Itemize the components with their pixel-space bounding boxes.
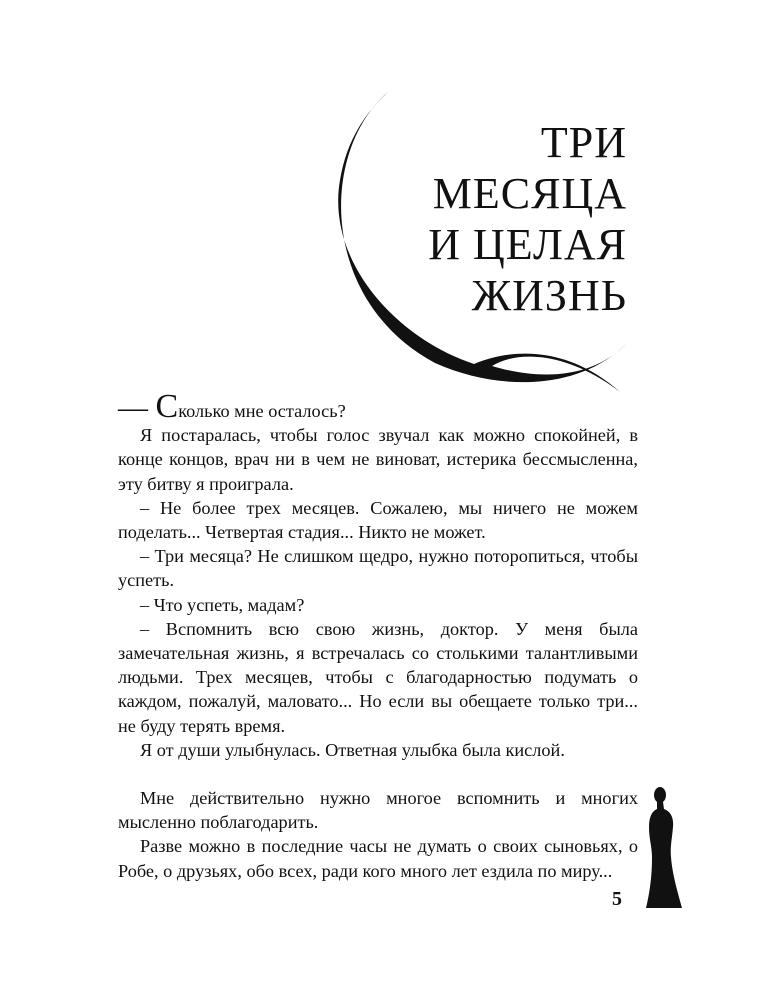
opening-paragraph xyxy=(118,388,638,425)
paragraph: Мне действительно нужно многое вспомнить и многих мысленно поблагодарить. xyxy=(118,788,638,833)
woman-silhouette-icon xyxy=(640,787,684,909)
chapter-title-line-2: МЕСЯЦА xyxy=(432,169,627,218)
chapter-title-line-4: ЖИЗНЬ xyxy=(471,271,627,320)
chapter-title xyxy=(428,117,627,321)
paragraph: – Вспомнить всю свою жизнь, доктор. У меня была замечательная жизнь, я встречалась со столькими талантливыми людьми. Трех месяцев, чтобы с благодарностью подумать о каждом, пожалуй, маловато... Но если вы обещаете только три... не буду терять время. xyxy=(118,618,638,736)
opening-paragraph-text: колько мне осталось? xyxy=(178,401,346,421)
chapter-title-line-1: ТРИ xyxy=(540,118,627,167)
paragraph: – Не более трех месяцев. Сожалею, мы ничего не можем поделать... Четвертая стадия... Никто не может. xyxy=(118,497,638,543)
paragraph: Я от души улыбнулась. Ответная улыбка была кислой. xyxy=(140,739,565,760)
paragraph: – Что успеть, мадам? xyxy=(140,594,305,615)
paragraph: Разве можно в последние часы не думать о своих сыновьях, о Робе, о друзьях, обо всех, ради кого много лет ездила по миру... xyxy=(118,836,638,881)
paragraph: Я постаралась, чтобы голос звучал как можно спокойней, в конце концов, врач ни в чем не виноват, истерика бессмысленна, эту битву я проиграла. xyxy=(118,425,638,494)
drop-cap-letter: С xyxy=(155,388,179,425)
page-number: 5 xyxy=(612,888,622,910)
opening-dash: — xyxy=(118,391,156,424)
chapter-body xyxy=(118,388,638,883)
paragraph: – Три месяца? Не слишком щедро, нужно поторопиться, чтобы успеть. xyxy=(118,546,638,591)
chapter-title-line-3: И ЦЕЛАЯ xyxy=(428,220,627,269)
